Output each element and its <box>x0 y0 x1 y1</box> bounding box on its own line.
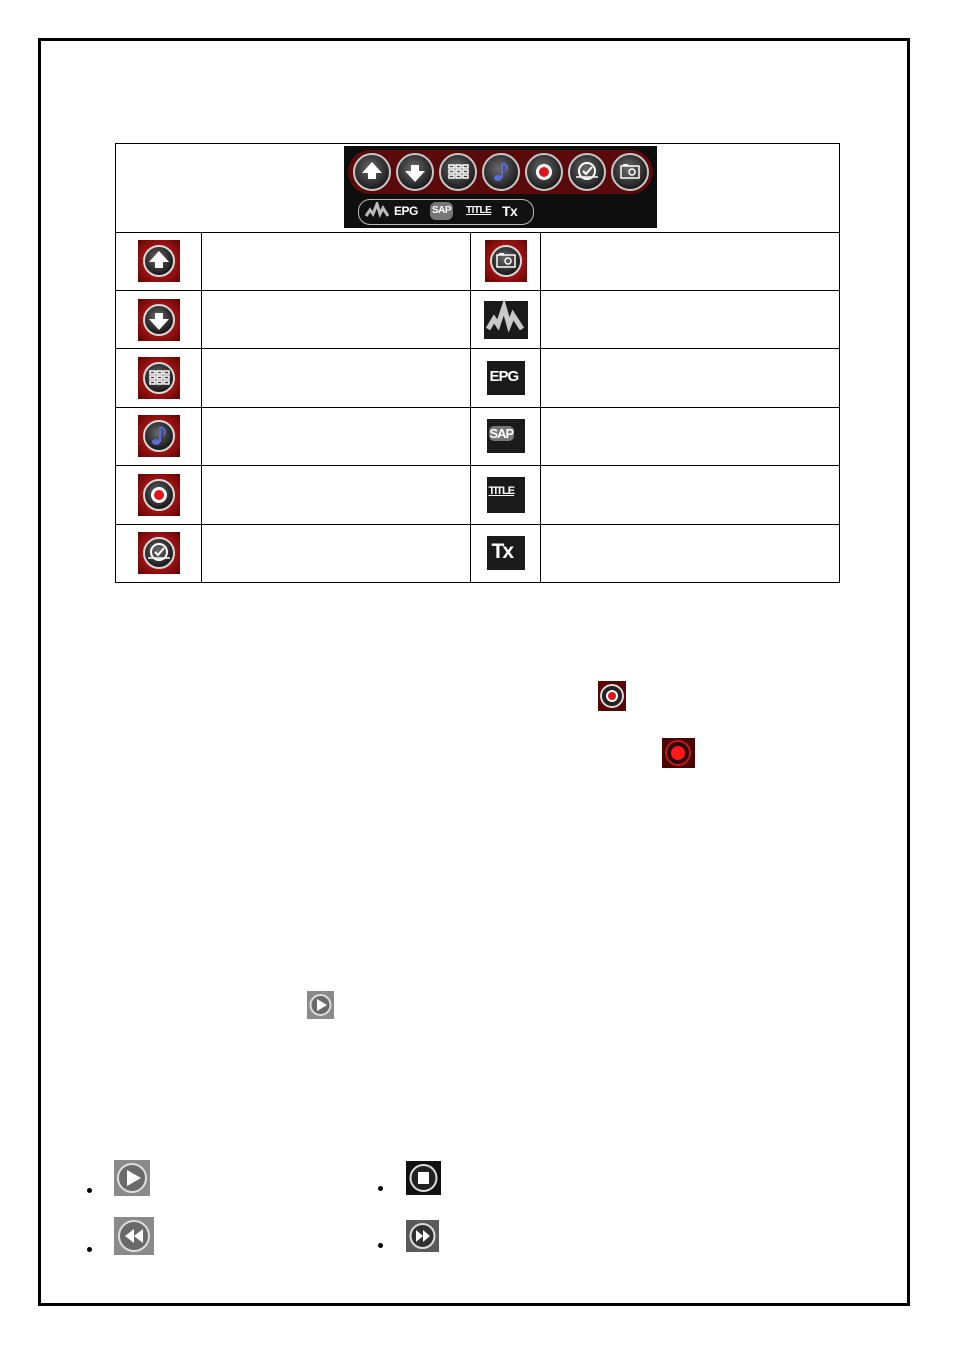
recording-active-icon <box>662 738 695 768</box>
bullet <box>87 1247 92 1252</box>
channel-up-icon <box>138 240 180 282</box>
description-cell <box>541 290 840 348</box>
rewind-icon <box>114 1217 154 1255</box>
description-cell <box>202 290 471 348</box>
signal-icon <box>484 301 528 339</box>
channel-list-icon <box>138 357 180 399</box>
teletext-icon <box>487 536 525 570</box>
description-cell <box>541 407 840 465</box>
channel-down-icon <box>138 299 180 341</box>
stop-icon <box>406 1161 441 1195</box>
epg-icon <box>487 361 525 395</box>
description-cell <box>202 232 471 290</box>
epg-label[interactable]: EPG <box>394 204 418 218</box>
description-cell <box>202 349 471 407</box>
description-cell <box>202 466 471 524</box>
play-icon <box>307 991 334 1019</box>
table-row <box>116 290 840 348</box>
description-cell <box>541 232 840 290</box>
title-icon-label: TITLE <box>488 484 515 497</box>
description-cell <box>541 524 840 582</box>
play-icon <box>114 1160 150 1196</box>
schedule-icon <box>138 532 180 574</box>
snapshot-icon <box>485 240 527 282</box>
teletext-icon-label: Tx <box>491 540 513 564</box>
audio-icon <box>138 415 180 457</box>
table-row <box>116 524 840 582</box>
record-icon <box>598 681 626 711</box>
epg-icon-label: EPG <box>489 368 519 386</box>
sap-icon <box>487 419 525 453</box>
table-row <box>116 232 840 290</box>
record-icon <box>138 474 180 516</box>
sap-icon-label: SAP <box>489 426 514 442</box>
description-cell <box>202 407 471 465</box>
description-cell <box>541 349 840 407</box>
bullet <box>87 1188 92 1193</box>
title-icon <box>487 477 525 513</box>
icon-table <box>115 143 840 583</box>
table-row <box>116 407 840 465</box>
table-row <box>116 349 840 407</box>
fast-forward-icon <box>406 1220 439 1252</box>
description-cell <box>541 466 840 524</box>
bullet <box>378 1186 383 1191</box>
title-label[interactable]: TITLE <box>466 205 492 216</box>
toolbar-cell <box>116 144 840 233</box>
bullet <box>378 1243 383 1248</box>
teletext-label[interactable]: Tx <box>502 203 518 219</box>
description-cell <box>202 524 471 582</box>
table-row <box>116 466 840 524</box>
sap-label[interactable]: SAP <box>430 202 453 220</box>
